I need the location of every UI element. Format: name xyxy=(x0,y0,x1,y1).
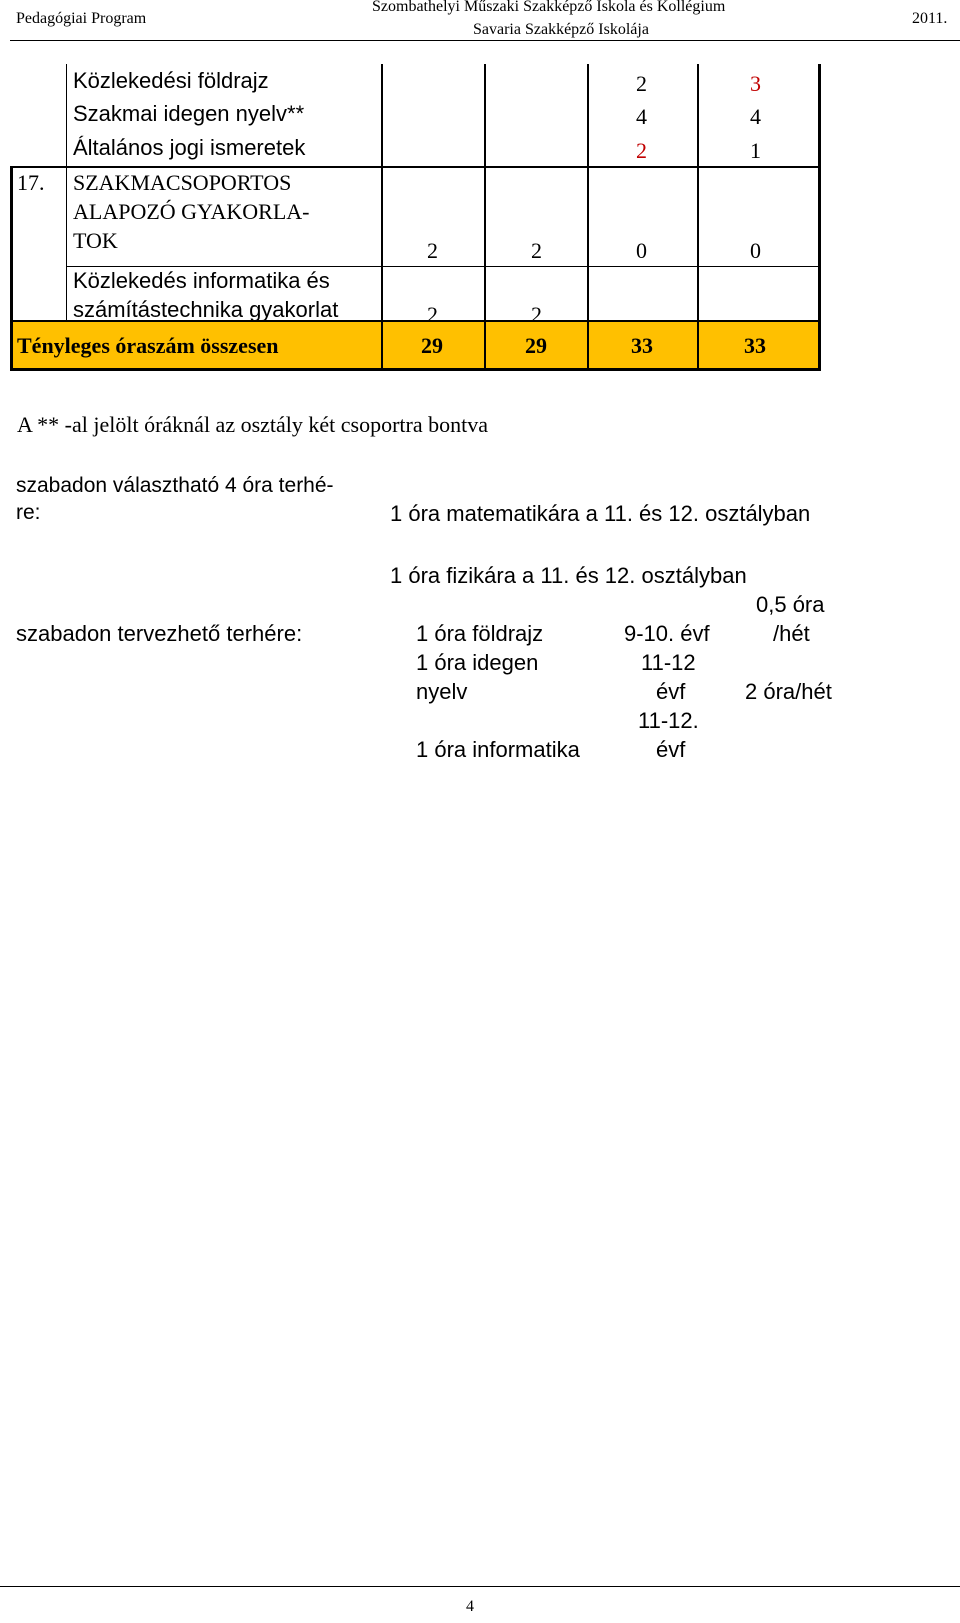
table-border-c2 xyxy=(587,64,589,370)
row1-c4: 3 xyxy=(750,71,761,96)
table-border-row5-top xyxy=(66,266,821,267)
free-plan-col1-line1: 1 óra földrajz xyxy=(416,621,544,646)
header-left: Pedagógiai Program xyxy=(16,10,147,27)
row4-number: 17. xyxy=(17,170,45,195)
total-c2: 29 xyxy=(525,333,547,358)
row1-subject: Közlekedési földrajz xyxy=(73,68,269,93)
total-c1: 29 xyxy=(421,333,443,358)
row2-c4: 4 xyxy=(750,104,761,129)
page-number: 4 xyxy=(466,1598,474,1615)
row1-c3: 2 xyxy=(636,71,647,96)
row5-c2: 2 xyxy=(531,302,542,327)
free-plan-col2-line3: évf xyxy=(656,679,686,704)
free-choice-item1: 1 óra matematikára a 11. és 12. osztályban xyxy=(390,501,811,526)
free-plan-col2-line5: évf xyxy=(656,737,686,762)
free-plan-col1-line3: nyelv xyxy=(416,679,468,704)
free-plan-col1-line2: 1 óra idegen xyxy=(416,650,539,675)
row4-subject-line3: TOK xyxy=(73,228,118,253)
table-border-c1 xyxy=(484,64,486,370)
header-right: 2011. xyxy=(912,10,948,27)
row5-subject-line2: számítástechnika gyakorlat xyxy=(73,297,339,322)
row4-c1: 2 xyxy=(427,238,438,263)
free-plan-col3-line1: 0,5 óra xyxy=(756,592,825,617)
free-plan-col3-line2: /hét xyxy=(773,621,810,646)
free-plan-col3-line3: 2 óra/hét xyxy=(745,679,832,704)
table-border-row4-top xyxy=(10,166,821,168)
table-border-subject xyxy=(381,64,383,370)
row5-c1: 2 xyxy=(427,302,438,327)
row4-c3: 0 xyxy=(636,238,647,263)
free-plan-col2-line1: 9-10. évf xyxy=(624,621,710,646)
total-label: Tényleges óraszám összesen xyxy=(17,333,279,358)
row4-subject-line2: ALAPOZÓ GYAKORLA- xyxy=(73,199,310,224)
row4-c4: 0 xyxy=(750,238,761,263)
table-border-right xyxy=(818,64,821,370)
row4-subject-line1: SZAKMACSOPORTOS xyxy=(73,170,292,195)
free-plan-col2-line2: 11-12 xyxy=(641,650,696,675)
row4-c2: 2 xyxy=(531,238,542,263)
row5-subject-line1: Közlekedés informatika és xyxy=(73,268,330,293)
row3-subject: Általános jogi ismeretek xyxy=(73,135,306,160)
group-split-note: A ** -al jelölt óráknál az osztály két csoportra bontva xyxy=(17,412,489,437)
free-plan-label: szabadon tervezhető terhére: xyxy=(16,621,303,646)
header-divider xyxy=(10,40,960,41)
table-border-c3 xyxy=(697,64,699,370)
table-border-num xyxy=(66,64,67,322)
free-plan-col2-line4: 11-12. xyxy=(638,708,699,733)
table-border-bottom xyxy=(10,368,821,371)
footer-divider xyxy=(0,1586,960,1587)
table-border-left xyxy=(10,168,13,370)
free-choice-label-line2: re: xyxy=(16,501,41,524)
row3-c3: 2 xyxy=(636,138,647,163)
free-plan-col1-line4: 1 óra informatika xyxy=(416,737,580,762)
total-c3: 33 xyxy=(631,333,653,358)
free-choice-item2: 1 óra fizikára a 11. és 12. osztályban xyxy=(390,563,747,588)
header-center-line1: Szombathelyi Műszaki Szakképző Iskola és Kollégium xyxy=(372,0,726,15)
header-center-line2: Savaria Szakképző Iskolája xyxy=(473,21,649,38)
row2-subject: Szakmai idegen nyelv** xyxy=(73,101,305,126)
row3-c4: 1 xyxy=(750,138,761,163)
free-choice-label-line1: szabadon választható 4 óra terhé- xyxy=(16,474,334,497)
total-c4: 33 xyxy=(744,333,766,358)
row2-c3: 4 xyxy=(636,104,647,129)
